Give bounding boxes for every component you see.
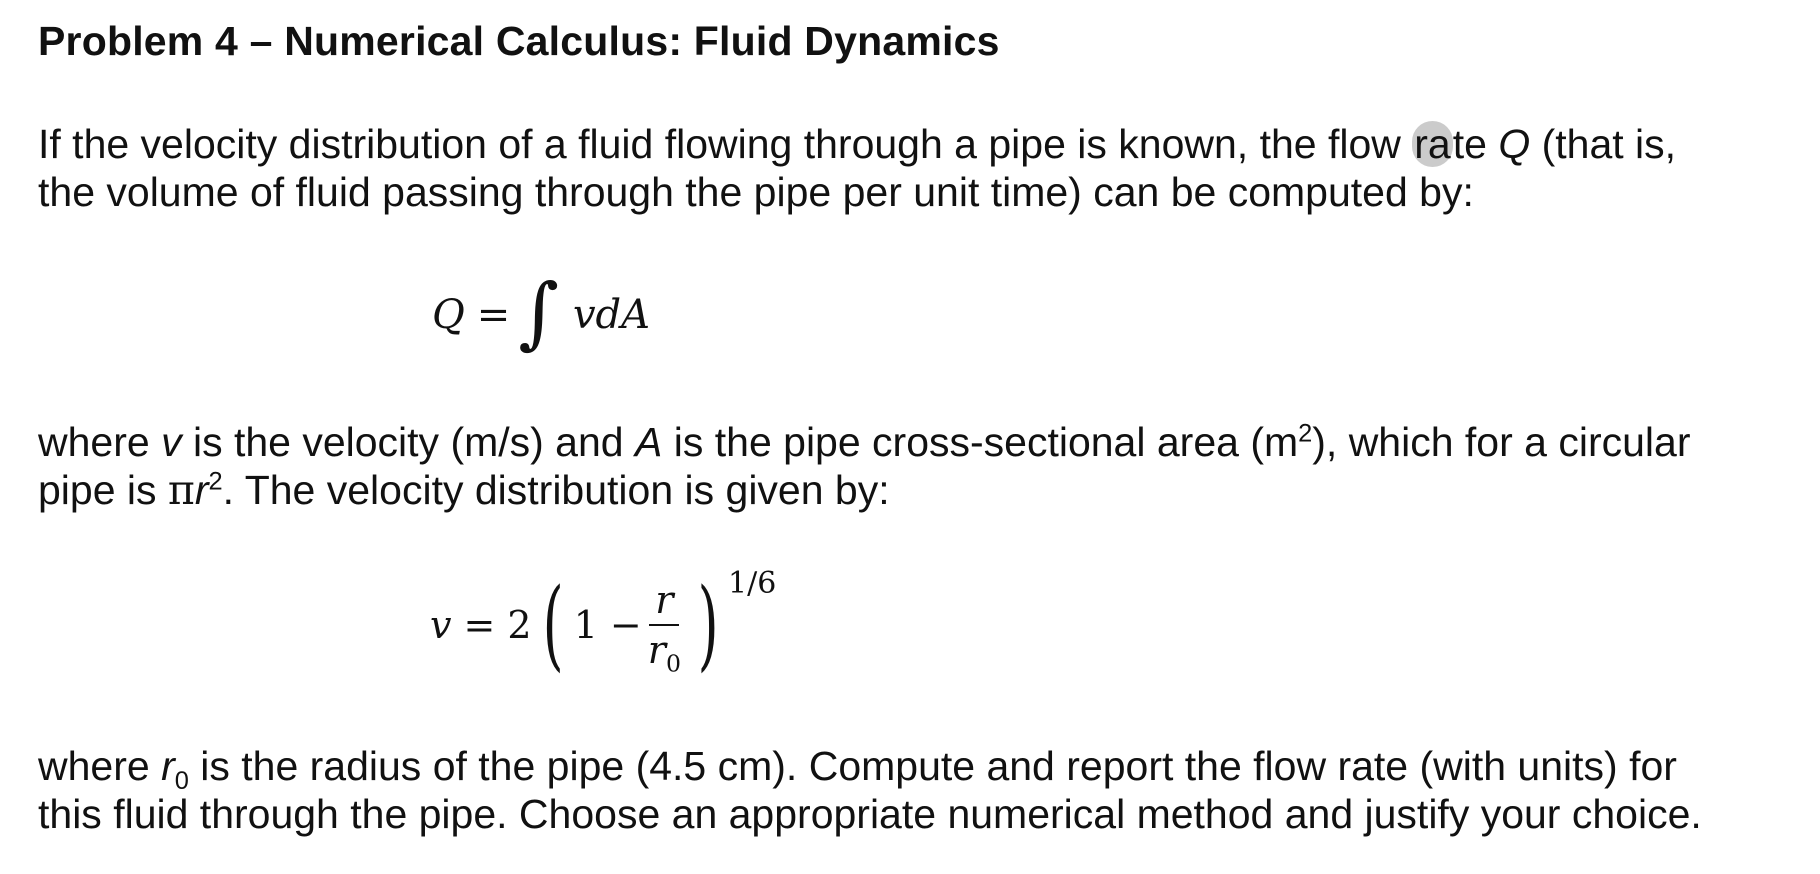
text-span: pipe is	[38, 467, 168, 513]
subscript: 0	[174, 767, 189, 796]
intro-line-1	[38, 120, 1676, 168]
problem-title: Problem 4 – Numerical Calculus: Fluid Dynamics	[38, 18, 1000, 64]
var-A: A	[635, 419, 663, 465]
text-span: is the velocity (m/s) and	[181, 419, 635, 465]
pi-symbol: π	[167, 466, 195, 514]
eq2-equals: =	[463, 603, 496, 647]
eq1-lhs: Q	[432, 292, 465, 338]
eq2-one: 1	[573, 603, 598, 647]
eq2-coefficient: 2	[507, 603, 532, 647]
den-subscript: 0	[665, 649, 681, 678]
right-paren: )	[697, 568, 719, 682]
text-span: If the velocity distribution of a fluid flowing through a pipe is known, the flow	[38, 121, 1413, 167]
den-r: r	[647, 628, 666, 672]
task-line-1	[38, 742, 1702, 796]
cursor-highlight: ra	[1414, 121, 1451, 167]
left-paren: (	[542, 568, 564, 682]
exponent: 1/6	[728, 566, 777, 601]
var-Q: Q	[1498, 121, 1531, 167]
eq1-equals: =	[476, 292, 511, 338]
var-r0: r	[161, 743, 175, 789]
text-span: te	[1452, 121, 1499, 167]
superscript: 2	[1298, 419, 1313, 448]
definition-paragraph	[38, 418, 1690, 514]
intro-paragraph	[38, 120, 1676, 216]
text-span: where	[38, 419, 162, 465]
definition-line-2	[38, 466, 1690, 514]
text-span: . The velocity distribution is given by:	[222, 467, 890, 513]
text-span: where	[38, 743, 162, 789]
velocity-equation	[430, 560, 777, 690]
eq1-integrand: vdA	[572, 292, 651, 338]
superscript: 2	[208, 467, 223, 496]
fraction-denominator	[647, 626, 681, 678]
flow-rate-equation	[432, 255, 650, 375]
var-r: r	[194, 467, 209, 513]
eq2-lhs: v	[430, 603, 452, 647]
text-span: ), which for a circular	[1312, 419, 1691, 465]
text-span: is the radius of the pipe (4.5 cm). Compute and report the flow rate (with units) for	[188, 743, 1677, 789]
task-line-2: this fluid through the pipe. Choose an appropriate numerical method and justify your choice.	[38, 791, 1702, 837]
var-v: v	[161, 419, 182, 465]
text-span: (that is,	[1530, 121, 1677, 167]
definition-line-1	[38, 418, 1690, 466]
task-paragraph	[38, 742, 1702, 838]
text-span: is the pipe cross-sectional area (m	[662, 419, 1299, 465]
integral-sign: ∫	[518, 268, 559, 358]
fraction-numerator: r	[649, 578, 679, 626]
intro-line-2: the volume of fluid passing through the pipe per unit time) can be computed by:	[38, 169, 1474, 215]
fraction	[647, 578, 681, 678]
eq2-minus: −	[609, 603, 642, 647]
